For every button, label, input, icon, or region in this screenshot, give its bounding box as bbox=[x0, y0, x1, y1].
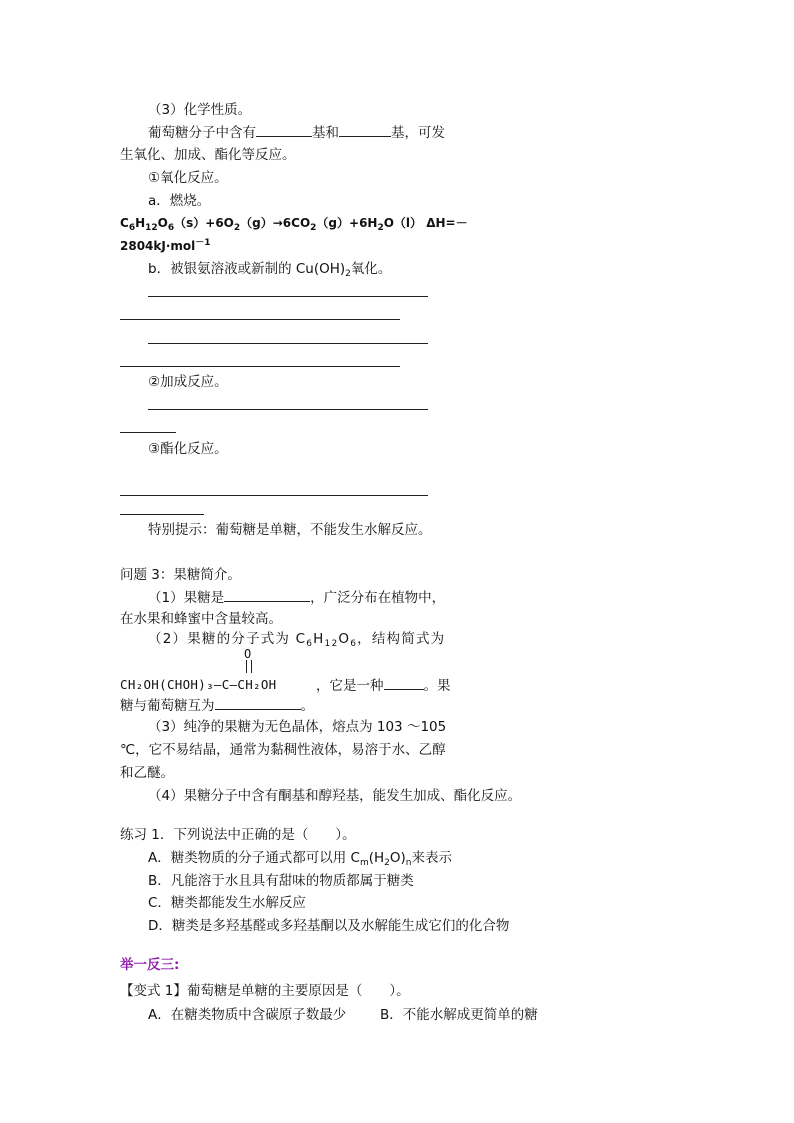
glucose-intro-line1 bbox=[148, 124, 445, 142]
sub: 2 bbox=[345, 269, 351, 279]
sub: m bbox=[359, 858, 369, 868]
q3-item-2 bbox=[148, 630, 445, 648]
text: 糖与葡萄糖互为 bbox=[120, 698, 215, 714]
text: ，广泛分布在植物中， bbox=[310, 590, 446, 606]
answer-line bbox=[120, 319, 400, 320]
eq-part: O bbox=[157, 216, 168, 230]
section-title: （3）化学性质。 bbox=[148, 102, 252, 118]
q3-item-4: （4）果糖分子中含有酮基和醇羟基，能发生加成、酯化反应。 bbox=[148, 788, 522, 804]
text: ，它是一种 bbox=[316, 678, 384, 694]
q3-item-1-line2: 在水果和蜂蜜中含量较高。 bbox=[120, 611, 282, 627]
eq-part: （s）+6O bbox=[174, 216, 234, 230]
glucose-intro-line2: 生氧化、加成、酯化等反应。 bbox=[120, 147, 296, 163]
q3-item-2-line3 bbox=[120, 697, 314, 715]
silver-mirror-label bbox=[148, 260, 391, 278]
text: 葡萄糖分子中含有 bbox=[148, 125, 256, 141]
q3-item-3: （3）纯净的果糖为无色晶体，熔点为 103 ～105 bbox=[148, 719, 447, 735]
special-tip: 特别提示：葡萄糖是单糖，不能发生水解反应。 bbox=[148, 522, 432, 538]
answer-line bbox=[120, 366, 400, 367]
eq-part: O（l） ΔH=－ bbox=[383, 216, 468, 230]
eq-sub: 6 bbox=[167, 223, 175, 233]
addition-title: ②加成反应。 bbox=[148, 374, 228, 390]
oxidation-title: ①氧化反应。 bbox=[148, 170, 228, 186]
q3-item-3-line2: ℃，它不易结晶，通常为黏稠性液体，易溶于水、乙醇 bbox=[120, 742, 446, 758]
text: 来表示 bbox=[411, 850, 453, 866]
q3-item-1 bbox=[148, 589, 445, 607]
eq-sub: 2 bbox=[233, 223, 241, 233]
variant-1-option-a: A．在糖类物质中含碳原子数最少 bbox=[148, 1007, 347, 1023]
eq-sub: 2 bbox=[377, 223, 384, 233]
q3-item-3-line3: 和乙醚。 bbox=[120, 765, 174, 781]
q3-item-2-line2 bbox=[316, 677, 451, 695]
variant-1-question: 【变式 1】葡萄糖是单糖的主要原因是（ ）。 bbox=[120, 983, 410, 999]
text: （2）果糖的分子式为 C bbox=[148, 631, 307, 647]
text: （1）果糖是 bbox=[148, 590, 225, 606]
carbonyl-oxygen: O bbox=[244, 647, 252, 661]
sub: n bbox=[405, 858, 412, 868]
text: O) bbox=[389, 850, 406, 866]
eq-sub: 6 bbox=[128, 223, 136, 233]
text: b．被银氨溶液或新制的 Cu(OH) bbox=[148, 261, 346, 277]
variant-1-option-b: B．不能水解成更简单的糖 bbox=[380, 1007, 538, 1023]
sub: 6 bbox=[306, 639, 314, 649]
exercise-1-option-b: B．凡能溶于水且具有甜味的物质都属于糖类 bbox=[148, 873, 414, 889]
combustion-equation bbox=[120, 214, 468, 232]
answer-blank bbox=[384, 677, 424, 690]
answer-blank bbox=[256, 124, 312, 137]
analogy-heading: 举一反三: bbox=[120, 957, 180, 973]
sub: 12 bbox=[324, 639, 339, 649]
text: 基，可发 bbox=[391, 125, 445, 141]
answer-blank bbox=[339, 124, 391, 137]
eq-part: （g）→6CO bbox=[240, 216, 311, 230]
text: A．糖类物质的分子通式都可以用 C bbox=[148, 850, 360, 866]
exercise-1-option-d: D．糖类是多羟基醛或多羟基酮以及水解能生成它们的化合物 bbox=[148, 918, 510, 934]
answer-line bbox=[148, 296, 428, 297]
text: H bbox=[313, 631, 325, 647]
answer-blank bbox=[224, 589, 310, 602]
text: O bbox=[338, 631, 351, 647]
exercise-1-question: 练习 1．下列说法中正确的是（ ）。 bbox=[120, 827, 356, 843]
answer-line bbox=[148, 409, 428, 410]
text: 基和 bbox=[312, 125, 339, 141]
sub: 2 bbox=[384, 858, 390, 868]
text: 。 bbox=[300, 698, 314, 714]
answer-line bbox=[120, 432, 176, 433]
answer-line bbox=[148, 343, 428, 344]
eq-part: C bbox=[120, 216, 129, 230]
text: 氧化。 bbox=[350, 261, 392, 277]
eq-sub: 2 bbox=[310, 223, 317, 233]
answer-line bbox=[120, 514, 204, 515]
question-3-title: 问题 3：果糖简介。 bbox=[120, 567, 241, 583]
answer-line bbox=[120, 495, 428, 496]
sub: 6 bbox=[350, 639, 358, 649]
eq-part: H bbox=[135, 216, 146, 230]
text: (H bbox=[368, 850, 385, 866]
eq-part: （g）+6H bbox=[316, 216, 378, 230]
esterification-title: ③酯化反应。 bbox=[148, 441, 228, 457]
energy-text: 2804kJ·mol bbox=[120, 239, 196, 253]
energy-sup: －1 bbox=[195, 238, 211, 248]
exercise-1-option-c: C．糖类都能发生水解反应 bbox=[148, 895, 306, 911]
eq-sub: 12 bbox=[145, 223, 158, 233]
combustion-label: a．燃烧。 bbox=[148, 193, 211, 209]
text: ，结构简式为 bbox=[357, 631, 446, 647]
fructose-structure: CH₂OH(CHOH)₃—C—CH₂OH bbox=[120, 677, 277, 692]
text: 。果 bbox=[423, 678, 451, 694]
enthalpy-value bbox=[120, 237, 211, 255]
answer-blank bbox=[215, 697, 301, 710]
exercise-1-option-a bbox=[148, 849, 452, 867]
double-bond bbox=[246, 660, 252, 673]
